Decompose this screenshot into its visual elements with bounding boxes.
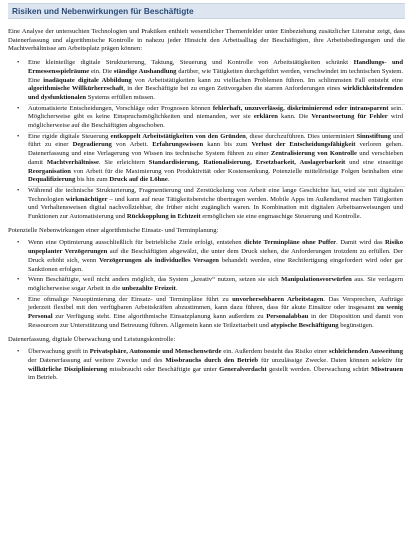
text-run: Eine oftmalige Neuoptimierung der Einsatz- und Terminpläne führt zu <box>28 295 233 303</box>
text-run: behandelt werden, eine Rechtfertigung eingefordert wird oder gar Sanktionen erfolgen. <box>28 256 404 273</box>
bold-text: Manipulationsvorwürfen <box>281 276 352 284</box>
text-run: Überwachung greift in <box>28 348 90 356</box>
text-run: bis hin zum <box>75 176 110 184</box>
bold-text: dichte Terminpläne ohne Puffer <box>244 239 337 247</box>
risk-list-general <box>8 59 405 222</box>
bold-text: Rückkopplung in Echtzeit <box>126 213 201 221</box>
bold-text: willkürliche Disziplinierung <box>28 365 108 373</box>
list-item <box>8 133 405 185</box>
text-run: Eine rigide digitale Steuerung <box>28 132 111 140</box>
text-run: , diese durchzuführen. Dies unterminiert <box>245 132 357 140</box>
bold-text: Sinnstiftung <box>356 132 391 140</box>
text-run: kann. Die <box>277 113 312 121</box>
text-run: missbraucht oder Beschäftigte gar unter <box>107 365 220 373</box>
bullet-icon: • <box>17 276 20 284</box>
list-item <box>8 348 405 383</box>
bold-text: Handlungs- und Ermessensspielräume <box>28 59 403 75</box>
list-item <box>8 296 405 331</box>
text-run: sein. Möglicherweise gibt es keine Einspruchsmöglichkeiten und niemanden, wer sie <box>28 104 403 121</box>
bold-text: entkoppelt Arbeitstätigkeiten von den Gründen <box>110 132 246 140</box>
text-run: darüber, wie Tätigkeiten durchgeführt werden, verschwindet im technischen System. Eine <box>28 67 403 84</box>
text-run: für unzulässige Zwecke. Daten können selektiv für <box>258 356 403 364</box>
text-run: gestellt werden. Überwachung schürt <box>266 365 372 373</box>
bold-text: wirkmächtiger <box>65 195 108 203</box>
bold-text: algorithmische Willkürherrschaft <box>28 85 124 93</box>
bold-text: Verlust der Entscheidungsfähigkeit <box>251 141 356 149</box>
bullet-icon: • <box>17 104 20 112</box>
bold-text: schleichenden Ausweitung <box>329 348 403 356</box>
bullet-icon: • <box>17 348 20 356</box>
bold-text: Verzögerungen als individuelles Versagen <box>99 256 219 264</box>
section-heading-scheduling: Potenzielle Nebenwirkungen einer algorithmische Einsatz- und Terminplanung: <box>8 226 219 234</box>
bullet-icon: • <box>17 295 20 303</box>
title-bar <box>8 3 405 19</box>
text-run: . Sie erleichtern <box>98 158 149 166</box>
text-run: Während die technische Strukturierung, Fragmentierung und Zerstückelung von Arbeit eine lange Geschichte hat, wird sie mit digitalen Technologien <box>28 186 403 203</box>
bold-text: unvorhersehbaren Arbeitstagen <box>232 295 324 303</box>
text-run: verloren gehen. Datenerfassung und eine Verlagerung von Wissen ins technische System führen zu einer <box>28 141 403 158</box>
text-run: wird möglicherweise auf die Beschäftigten abgeschoben. <box>28 113 403 130</box>
bold-text: Machtverhältnisse <box>46 158 99 166</box>
text-run: von Arbeit. <box>111 141 153 149</box>
text-run: – und kann auf neue Tätigkeitsbereiche übertragen werden. Mobile Apps im Außendienst machen Tätigkeiten und Verhaltensweisen digital nachvollziehbar, die früher nicht zugänglich waren. In Kombination mit digitalen Arbeitsanweisungen und Funktionen zur Automatisierung und <box>28 195 403 221</box>
bullet-icon: • <box>17 239 20 247</box>
text-run: . Damit wird das <box>336 239 386 247</box>
intro-paragraph: Eine Analyse der untersuchten Technologien und Praktiken enthielt wesentlicher Themenfelder unter Einbeziehung zusätzlicher Literatur zeigt, dass Datenerfassung und algorithmische Kontrolle in nahezu jeder Hinsicht den Arbeitsalltag der Beschäftigten, ihre Arbeitsbedingungen und die Machtverhältnisse am Arbeitsplatz prägen können: <box>8 28 405 53</box>
bold-text: Standardisierung, Rationalisierung, Ersetzbarkeit, Auslagerbarkeit <box>148 158 346 166</box>
bold-text: unbezahlte Freizeit <box>121 284 176 292</box>
risk-list-scheduling <box>8 239 405 330</box>
text-run: ein. Die <box>89 67 114 75</box>
bullet-icon: • <box>17 132 20 140</box>
list-item <box>8 187 405 222</box>
bold-text: Privatsphäre, Autonomie und Menschenwürde <box>89 348 222 356</box>
text-run: Systems erfüllen müssen. <box>86 93 155 101</box>
list-item <box>8 59 405 103</box>
text-run: Eine kleinteilige digitale Strukturierung, Taktung, Steuerung und Kontrolle von Arbeitstätigkeiten schränkt <box>28 59 354 67</box>
bold-text: Degradierung <box>72 141 112 149</box>
bold-text: Personalabbau <box>266 313 309 321</box>
text-run: , in der Beschäftigte bei zu engen Zeitvorgaben die starren Anforderungen eines <box>123 85 343 93</box>
text-run: . <box>175 284 178 292</box>
bold-text: atypische Beschäftigung <box>270 321 339 329</box>
text-run: begünstigen. <box>338 321 374 329</box>
document-title: Risiken und Nebenwirkungen für Beschäftigte <box>12 6 194 16</box>
bold-text: Missbrauchs durch den Betrieb <box>165 356 259 364</box>
text-run: im Betrieb. <box>28 374 58 382</box>
bold-text: wirklichkeitsfremden und dysfunktionalen <box>28 85 404 101</box>
text-run: zur Verfügung steht. Eine algorithmische Einsatzplanung kann außerdem zu <box>52 313 267 321</box>
section-heading-surveillance: Datenerfassung, digitale Überwachung und Leistungskontrolle: <box>8 335 176 343</box>
text-run: und führt zu einer <box>28 132 403 149</box>
bold-text: Generalverdacht <box>219 365 267 373</box>
text-run: der Datenerfassung auf weitere Zwecke und des <box>28 356 166 364</box>
bold-text: ständige Aushandlung <box>113 67 177 75</box>
text-run: und eine einseitige <box>345 158 403 166</box>
bold-text: erklären <box>253 113 278 121</box>
bullet-icon: • <box>17 186 20 194</box>
text-run: auf die Beschäftigten abgewälzt, die unter dem Druck stehen, die Anforderungen trotzdem zu erfüllen. Der Druck erhöht sich, wenn <box>28 248 403 264</box>
bold-text: Erfahrungswissen <box>152 141 204 149</box>
list-item <box>8 276 405 293</box>
list-item <box>8 105 405 131</box>
bold-text: Misstrauen <box>371 365 403 373</box>
bold-text: zu wenig Personal <box>28 304 404 321</box>
bold-text: Druck auf die Löhne <box>109 176 168 184</box>
text-run: kann bis zum <box>203 141 252 149</box>
bold-text: Verantwortung für Fehler <box>311 113 388 121</box>
text-run: . Das Versprechen, Aufträge jederzeit flexibel mit den verfügbaren Arbeitskräften abzustimmen, kann dazu führen, dass für akute Einsätze oder insgesamt <box>28 295 404 312</box>
text-run: Automatisierte Entscheidungen, Vorschläge oder Prognosen können <box>28 104 213 112</box>
bold-text: Risiko unpeplanter Verzögerungen <box>28 239 403 256</box>
bold-text: fehlerhaft, unzuverlässig, diskriminierend oder intransparent <box>212 104 389 112</box>
text-run: aus. Sie verlagern möglicherweise sogar Arbeit in die <box>28 276 404 292</box>
text-run: ein. Außerdem besteht das Risiko einer <box>221 348 330 356</box>
text-run: in der Disposition und damit von Ressourcen zur Unterstützung und Betreuung führen. Allgemein kann sie Teilzeitarbeit und <box>28 313 403 329</box>
text-run: von Arbeit für die Maximierung von Produktivität oder Kostensenkung. Potenzielle mittelfristige Folgen beinhalten eine <box>70 167 403 175</box>
text-run: und verschieben damit <box>28 150 403 166</box>
text-run: Wenn Beschäftigte, weil nicht anders möglich, das System „kreativ“ nutzen, setzen sie sich <box>28 276 282 284</box>
bold-text: inadäquate digitale Abbildung <box>43 76 132 84</box>
bold-text: Dequalifizierung <box>28 176 76 184</box>
list-item <box>8 239 405 274</box>
bullet-icon: • <box>17 59 20 67</box>
risk-list-surveillance <box>8 348 405 383</box>
text-run: Wenn eine Optimierung ausschließlich für betriebliche Ziele erfolgt, entstehen <box>28 239 245 247</box>
text-run: . <box>167 176 170 184</box>
text-run: von Arbeitstätigkeiten kann zu vielfachen Problemen führen. Im schlimmsten Fall entsteht eine <box>131 76 403 84</box>
bold-text: Zentralisierung von Kontrolle <box>270 150 357 158</box>
text-run: ermöglichen sie eine engmaschige Steuerung und Kontrolle. <box>200 213 362 221</box>
bold-text: Reorganisation <box>28 167 71 175</box>
